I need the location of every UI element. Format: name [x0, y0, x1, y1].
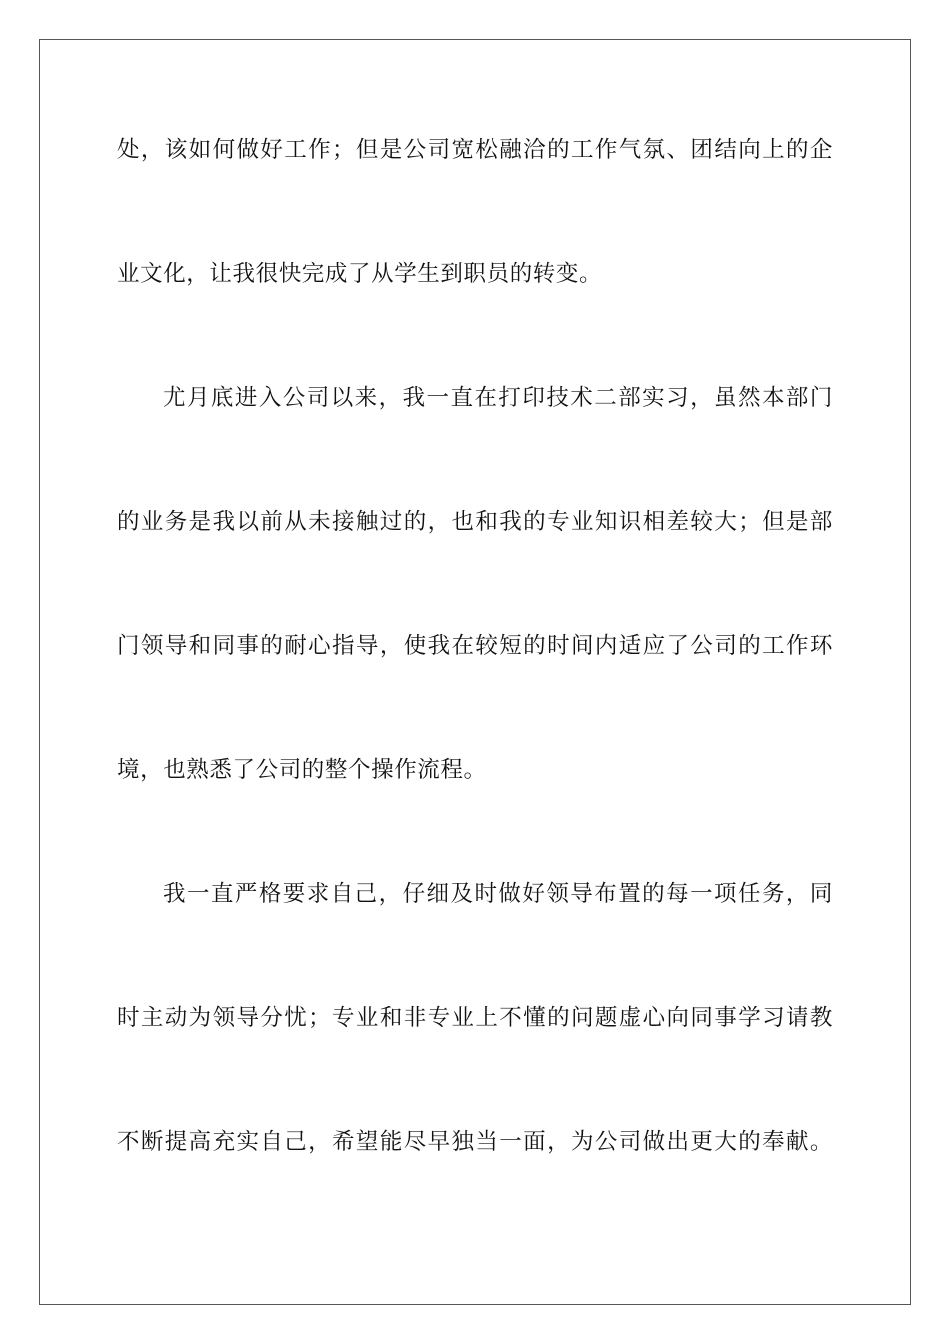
paragraph-3-line-3: 不断提高充实自己，希望能尽早独当一面，为公司做出更大的奉献。	[117, 1129, 833, 1155]
paragraph-3-line-1: 我一直严格要求自己，仔细及时做好领导布置的每一项任务，同	[163, 881, 833, 907]
paragraph-2-line-4: 境，也熟悉了公司的整个操作流程。	[117, 757, 487, 783]
paragraph-2-line-2: 的业务是我以前从未接触过的，也和我的专业知识相差较大；但是部	[117, 509, 833, 535]
paragraph-2-line-1: 尤月底进入公司以来，我一直在打印技术二部实习，虽然本部门	[163, 385, 833, 411]
paragraph-3-line-2: 时主动为领导分忧；专业和非专业上不懂的问题虚心向同事学习请教	[117, 1005, 833, 1031]
page-frame	[39, 39, 911, 1305]
paragraph-1-line-1: 处，该如何做好工作；但是公司宽松融洽的工作气氛、团结向上的企	[117, 137, 833, 163]
paragraph-2-line-3: 门领导和同事的耐心指导，使我在较短的时间内适应了公司的工作环	[117, 633, 833, 659]
paragraph-1-line-2: 业文化，让我很快完成了从学生到职员的转变。	[117, 261, 603, 287]
